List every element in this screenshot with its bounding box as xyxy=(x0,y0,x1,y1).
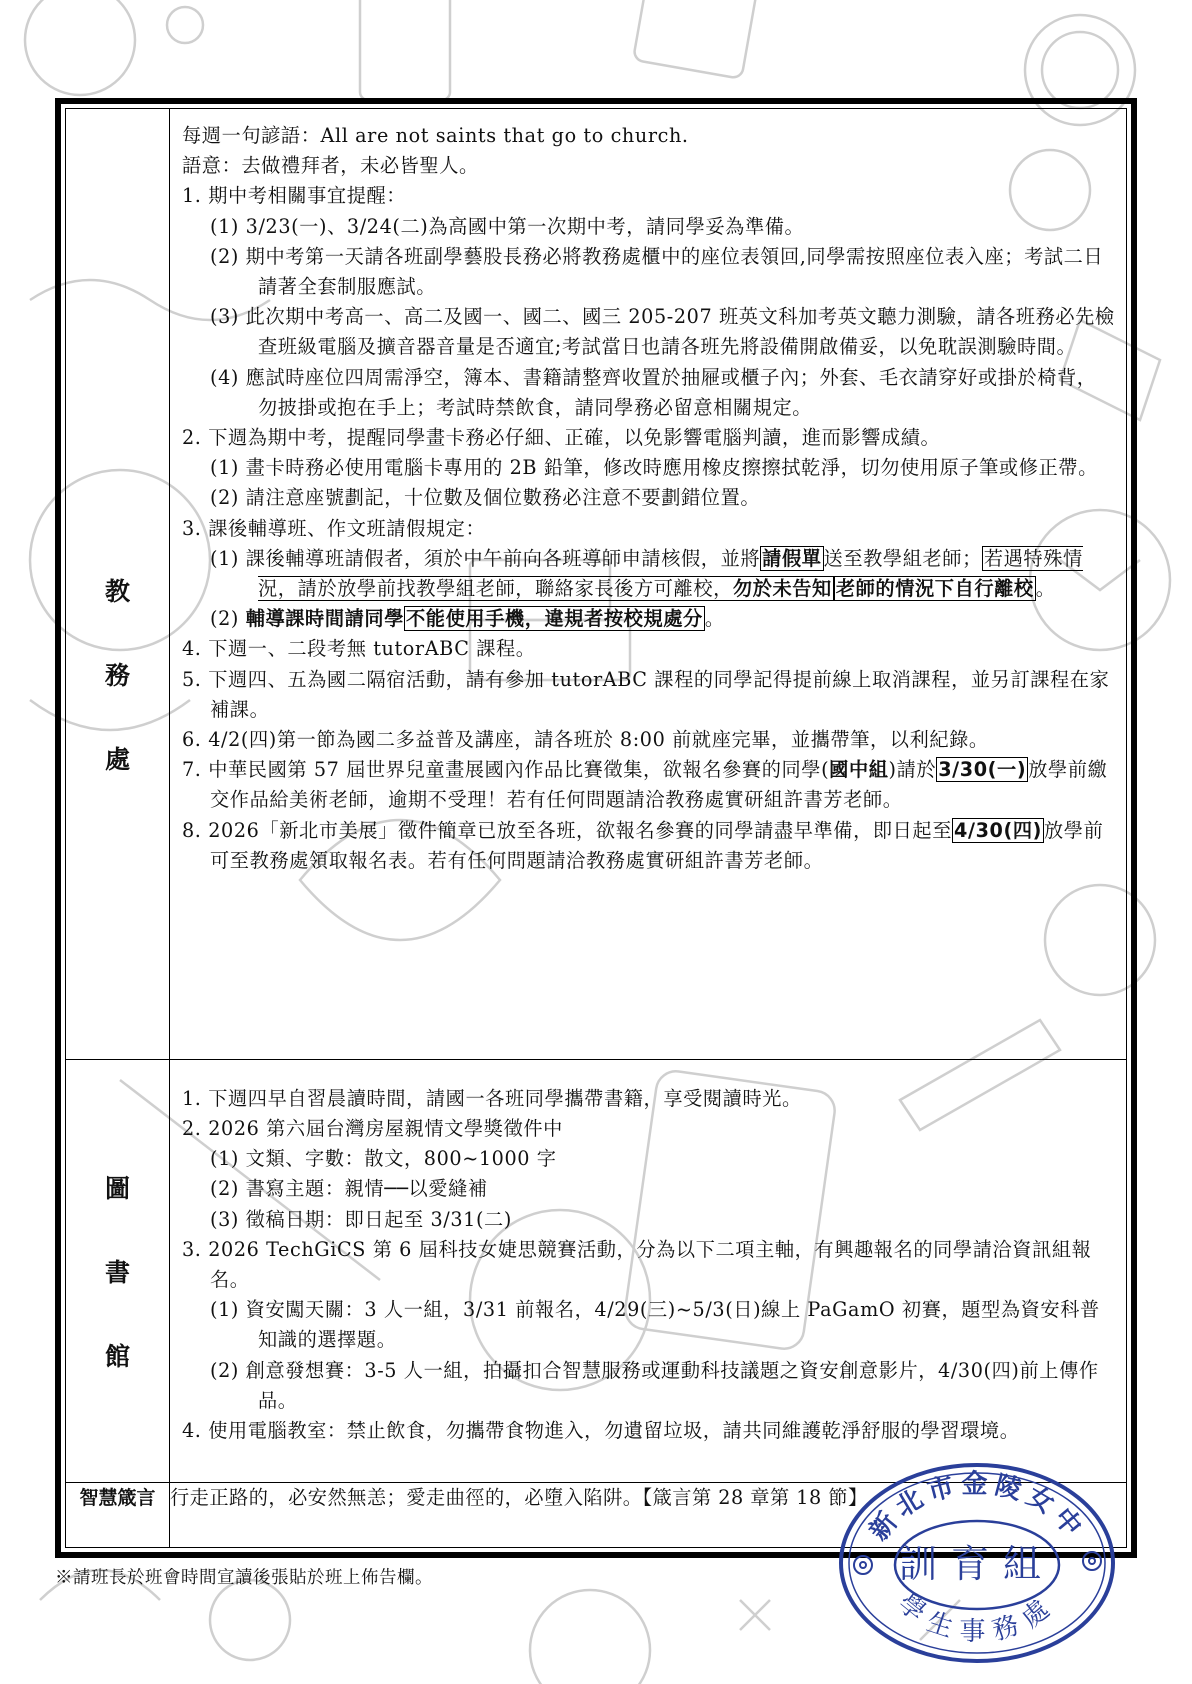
stamp-center-text: 訓育組 xyxy=(898,1542,1056,1586)
stamp-top-text: 新北市金陵女中 xyxy=(864,1469,1091,1547)
weekly-motto: 每週一句諺語：All are not saints that go to church. xyxy=(182,124,689,147)
deadline-4-30-highlight: 4/30(四) xyxy=(954,818,1043,842)
proverb-text: 行走正路的，必安然無恙；愛走曲徑的，必墮入陷阱。【箴言第 28 章第 18 節】 xyxy=(170,1482,1127,1547)
library-item-2-sub-2: (2) 書寫主題：親情──以愛縫補 xyxy=(210,1177,488,1201)
library-content-cell xyxy=(170,1059,1127,1482)
item-1-sub-2: (2) 期中考第一天請各班副學藝股長務必將教務處櫃中的座位表領回,同學需按照座位表入座；考試二日請著全套制服應試。 xyxy=(210,244,1104,299)
no-phone-highlight: 不能使用手機，違規者按校規處分 xyxy=(406,607,703,631)
item-5: 5. 下週四、五為國二隔宿活動，請有參加 tutorABC 課程的同學記得提前線上取消課程，並另訂課程在家補課。 xyxy=(182,667,1110,721)
library-label: 圖 書 館 xyxy=(104,1173,130,1371)
library-row xyxy=(66,1059,1126,1482)
footer-note: ※請班長於班會時間宣讀後張貼於班上佈告欄。 xyxy=(55,1568,433,1588)
library-item-3: 3. 2026 TechGiCS 第 6 屆科技女婕思競賽活動，分為以下二項主軸，有興趣報名的同學請洽資訊組報名。 xyxy=(182,1237,1092,1292)
official-stamp xyxy=(835,1455,1120,1665)
library-content xyxy=(170,1060,1126,1456)
item-2-sub-2: (2) 請注意座號劃記，十位數及個位數務必注意不要劃錯位置。 xyxy=(210,486,761,510)
item-8: 8. 2026「新北市美展」徵件簡章已放至各班，欲報名參賽的同學請盡早準備，即日起至 4/30(四) 放學前可至教務處領取報名表。若有任何問題請洽教務處實研組許書芳老師。 xyxy=(182,818,1104,872)
item-4: 4. 下週一、二段考無 tutorABC 課程。 xyxy=(182,637,536,661)
item-2-title: 2. 下週為期中考，提醒同學畫卡務必仔細、正確，以免影響電腦判讀，進而影響成績。 xyxy=(182,426,941,450)
notice-frame xyxy=(55,98,1137,1558)
item-6: 6. 4/2(四)第一節為國二多益普及講座，請各班於 8:00 前就座完畢，並攜帶筆，以利紀錄。 xyxy=(182,728,989,752)
academic-affairs-content xyxy=(170,109,1126,886)
library-item-2-sub-3: (3) 徵稿日期：即日起至 3/31(二) xyxy=(210,1207,512,1231)
item-1-sub-3: (3) 此次期中考高一、高二及國一、國二、國三 205-207 班英文科加考英文聽力測驗，請各班務必先檢查班級電腦及擴音器音量是否適宜;考試當日也請各班先將設備開啟備妥，以免耽誤測驗時間。 xyxy=(210,305,1115,359)
item-1-sub-1: (1) 3/23(一)、3/24(二)為高國中第一次期中考，請同學妥為準備。 xyxy=(210,214,805,238)
academic-affairs-row xyxy=(66,109,1126,1059)
library-item-2-sub-1: (1) 文類、字數：散文，800~1000 字 xyxy=(210,1147,557,1171)
deadline-3-30-highlight: 3/30(一) xyxy=(938,758,1027,782)
item-7: 7. 中華民國第 57 屆世界兒童畫展國內作品比賽徵集，欲報名參賽的同學(國中組)請於 3/30(一) 放學前繳交作品給美術老師，逾期不受理！若有任何問題請洽教務處實研組許書芳老師。 xyxy=(182,758,1108,812)
library-item-3-sub-2: (2) 創意發想賽：3-5 人一組，拍攝扣合智慧服務或運動科技議題之資安創意影片，4/30(四)前上傳作品。 xyxy=(210,1358,1099,1412)
library-item-2: 2. 2026 第六屆台灣房屋親情文學獎徵件中 xyxy=(182,1117,563,1141)
item-1-sub-4: (4) 應試時座位四周需淨空，簿本、書籍請整齊收置於抽屜或櫃子內；外套、毛衣請穿好或掛於椅背，勿披掛或抱在手上；考試時禁飲食，請同學務必留意相關規定。 xyxy=(210,365,1097,419)
item-3-sub-2: (2) 輔導課時間請同學 不能使用手機，違規者按校規處分 。 xyxy=(210,607,725,631)
academic-affairs-label: 教 務 處 xyxy=(104,576,130,774)
item-3-title: 3. 課後輔導班、作文班請假規定： xyxy=(182,516,486,540)
item-1-title: 1. 期中考相關事宜提醒： xyxy=(182,184,407,208)
leave-form-highlight: 請假單 xyxy=(762,546,822,570)
leave-without-notice-highlight: 老師的情況下自行離校 xyxy=(835,577,1034,601)
stamp-bottom-text: 學生事務處 xyxy=(892,1588,1063,1648)
academic-affairs-label-cell xyxy=(66,109,170,1059)
notice-frame-inner xyxy=(65,108,1127,1548)
notice-table xyxy=(66,109,1126,1547)
proverb-label: 智慧箴言 xyxy=(66,1482,170,1547)
item-3-sub-1: (1) 課後輔導班請假者，須於中午前向各班導師申請核假，並將 請假單 送至教學組老師； 若遇特殊情況，請於放學前找教學組老師，聯絡家長後方可離校，勿於未告知 老師的情況下自行離校 。 xyxy=(210,546,1083,601)
motto-meaning: 語意：去做禮拜者，未必皆聖人。 xyxy=(182,154,479,178)
special-case-highlight: 若遇特殊情況，請於放學前找教學組老師，聯絡家長後方可離校，勿於未告知 xyxy=(258,546,1083,601)
library-label-cell xyxy=(66,1059,170,1482)
library-item-3-sub-1: (1) 資安闖天關：3 人一組，3/31 前報名，4/29(三)~5/3(日)線上 PaGamO 初賽，題型為資安科普知識的選擇題。 xyxy=(210,1298,1100,1352)
academic-affairs-content-cell xyxy=(170,109,1127,1059)
item-2-sub-1: (1) 畫卡時務必使用電腦卡專用的 2B 鉛筆，修改時應用橡皮擦擦拭乾淨，切勿使用原子筆或修正帶。 xyxy=(210,456,1098,480)
library-item-4: 4. 使用電腦教室：禁止飲食，勿攜帶食物進入，勿遺留垃圾，請共同維護乾淨舒服的學習環境。 xyxy=(182,1419,1020,1443)
library-item-1: 1. 下週四早自習晨讀時間，請國一各班同學攜帶書籍，享受閱讀時光。 xyxy=(182,1086,802,1110)
